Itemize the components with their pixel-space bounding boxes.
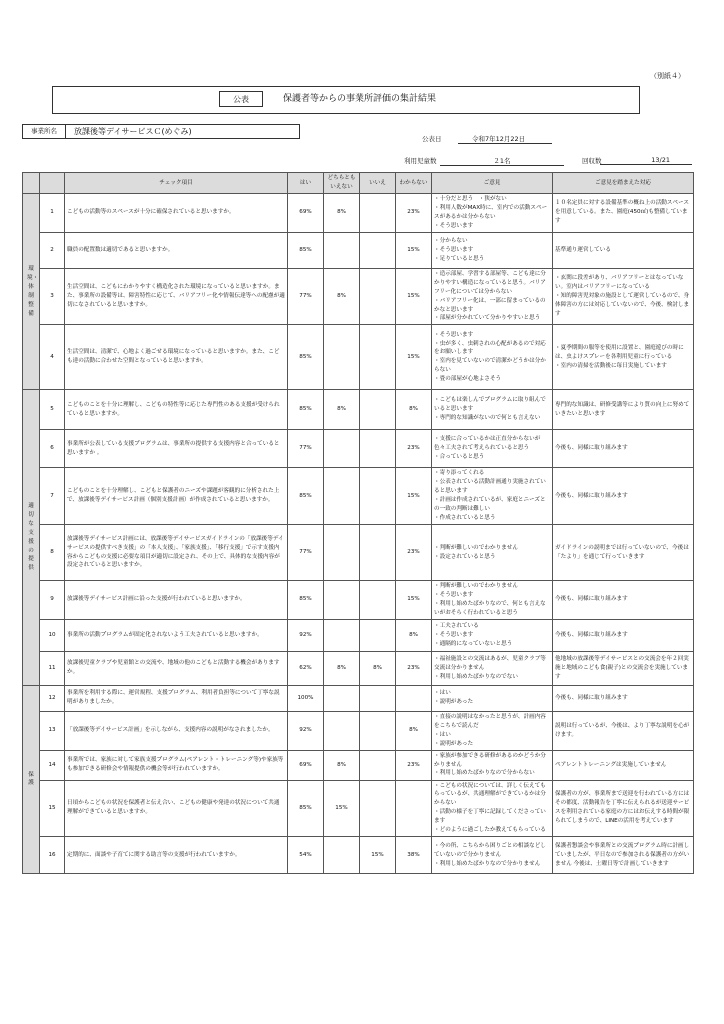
neither-percent: 8% (324, 194, 360, 233)
responses-count-label: 回収数 (582, 157, 602, 165)
no-percent (360, 232, 396, 268)
office-name-value: 放課後等デイサービスＣ(めぐみ) (66, 124, 300, 139)
users-count-label: 利用児童数 (404, 157, 437, 165)
question-text: こどもの活動等のスペースが十分に確保されていると思いますか。 (65, 194, 288, 233)
category-guardian-label: 保護 (28, 771, 34, 787)
opinion-text: ・造示部屋、学習する部屋等、こども達に分かりやすい構造になっていると思う。バリアフリー化については分からない ・バリアフリー化は、一部に留まっているのかなと思います ・部屋が分かれていて分かりやすいと思う (432, 268, 553, 325)
question-text: 事業所の活動プログラムが固定化されないよう工夫されていると思いますか。 (65, 619, 288, 651)
table-header-row (23, 173, 694, 194)
unknown-percent: 23% (396, 194, 432, 233)
question-text: 事業所が公表している支援プログラムは、事業所の提供する支援内容と合っていると思いますか 。 (65, 430, 288, 468)
question-text: 生活空間は、こどもにわかりやすく構造化された環境になっていると思いますか。また、事業所の設備等は、障害特性に応じて、バリアフリー化や情報伝達等への配慮が適切になされていると思いますか。 (65, 268, 288, 325)
neither-percent (324, 685, 360, 711)
question-text: 放課後児童クラブや児童館との交流や、地域の他のこどもと活動する機会がありますか。 (65, 651, 288, 685)
opinion-text: ・寄り添ってくれる ・公表されている活動計画通り実施されていると思います ・計画は作成されているが、家庭とニーズとの一致の判断は難しい ・作成されていると思う (432, 468, 553, 525)
question-text: 日頃からこどもの状況を保護者と伝え合い、こどもの健康や発達の状況について共通理解ができていると思いますか。 (65, 780, 288, 837)
question-text: 放課後等デイサービス計画に沿った支援が行われていると思いますか。 (65, 581, 288, 620)
row-number: 9 (40, 581, 65, 620)
unknown-percent: 23% (396, 525, 432, 581)
no-percent (360, 390, 396, 430)
opinion-text: ・十分だと思う ・狭がない ・利用人数がMAX時に、室内での活動スペースがあるかは分からない ・そう思います (432, 194, 553, 233)
header-yes: はい (288, 173, 324, 194)
neither-percent (324, 619, 360, 651)
no-percent (360, 325, 396, 390)
neither-percent (324, 711, 360, 750)
question-text: こどものことを十分に理解し、こどもの特性等に応じた専門性のある支援が受けられていると思いますか。 (65, 390, 288, 430)
yes-percent: 85% (288, 468, 324, 525)
no-percent: 8% (360, 651, 396, 685)
unknown-percent: 15% (396, 325, 432, 390)
response-text: 説明は行っているが、今後は、より丁寧な説明を心がけます。 (553, 711, 694, 750)
row-number: 4 (40, 325, 65, 390)
opinion-text: ・工夫されている ・そう思います ・通隔的になっていないと思う (432, 619, 553, 651)
header-unknown: わからない (396, 173, 432, 194)
response-text: 基準通り運営している (553, 232, 694, 268)
header-response: ご意見を踏まえた対応 (553, 173, 694, 194)
opinion-text: ・福祉施設との交流はあるが、児童クラブ等交流は分かりません ・利用し始めたばかりなのでない (432, 651, 553, 685)
table-row (23, 430, 694, 468)
response-text: 専門的な知識は、研修受講等により質の向上に努めていきたいと思います (553, 390, 694, 430)
yes-percent: 69% (288, 194, 324, 233)
unknown-percent: 15% (396, 268, 432, 325)
unknown-percent: 8% (396, 711, 432, 750)
no-percent (360, 581, 396, 620)
neither-percent (324, 581, 360, 620)
neither-percent: 8% (324, 390, 360, 430)
row-number: 10 (40, 619, 65, 651)
yes-percent: 54% (288, 837, 324, 874)
yes-percent: 100% (288, 685, 324, 711)
no-percent (360, 619, 396, 651)
users-count-value: ２1名 (440, 156, 564, 166)
response-text: 今後も、同様に取り組みます (553, 581, 694, 620)
response-text: 今後も、同様に取り組みます (553, 619, 694, 651)
response-text: 他地域の放課後等デイサービスとの交流会を年２回実施と地域のこども食(親子)との交流会を実施しています (553, 651, 694, 685)
yes-percent: 85% (288, 780, 324, 837)
question-text: 事業所を利用する際に、運営規程、支援プログラム、利用者負担等について丁寧な説明がありましたか。 (65, 685, 288, 711)
evaluation-table (22, 172, 694, 874)
unknown-percent: 38% (396, 837, 432, 874)
row-number: 14 (40, 750, 65, 780)
table-row (23, 581, 694, 620)
published-date-label: 公表日 (422, 135, 442, 143)
unknown-percent: 15% (396, 581, 432, 620)
yes-percent: 85% (288, 232, 324, 268)
question-text: こどものことを十分理解し、こどもと保護者のニーズや課題が客観的に分析された上で、放課後等デイサービス計画（個別支援計画）が作成されていると思いますか。 (65, 468, 288, 525)
neither-percent: 8% (324, 651, 360, 685)
unknown-percent: 15% (396, 232, 432, 268)
no-percent (360, 430, 396, 468)
no-percent (360, 750, 396, 780)
table-row (23, 837, 694, 874)
neither-percent: 8% (324, 268, 360, 325)
row-number: 3 (40, 268, 65, 325)
unknown-percent: 8% (396, 390, 432, 430)
opinion-text: ・今の所、こちらから困りごとの相談などしていないので分かりません ・利用し始めたばかりなので分かりません (432, 837, 553, 874)
table-row (23, 268, 694, 325)
published-date-value: 令和7年12月22日 (458, 134, 552, 144)
opinion-text: ・こどもの状況については、詳しく伝えてもらっているが、共通理解ができているかは分からない ・活動の様子を丁寧に記録してくださっています ・どのように過ごしたか教えてもらっている (432, 780, 553, 837)
row-number: 15 (40, 780, 65, 837)
yes-percent: 69% (288, 750, 324, 780)
yes-percent: 77% (288, 268, 324, 325)
neither-percent: 8% (324, 750, 360, 780)
neither-percent (324, 525, 360, 581)
no-percent (360, 194, 396, 233)
neither-percent: 15% (324, 780, 360, 837)
header-neither: どちらともいえない (324, 173, 360, 194)
row-number: 12 (40, 685, 65, 711)
question-text: 「放課後等デイサービス計画」を示しながら、支援内容の説明がなされましたか。 (65, 711, 288, 750)
unknown-percent (396, 780, 432, 837)
table-row (23, 651, 694, 685)
table-row (23, 468, 694, 525)
header-opinion: ご意見 (432, 173, 553, 194)
yes-percent: 77% (288, 430, 324, 468)
table-row (23, 780, 694, 837)
neither-percent (324, 232, 360, 268)
opinion-text: ・分からない ・そう思います ・足りていると思う (432, 232, 553, 268)
table-row (23, 525, 694, 581)
response-text: 保護者の方が、事業所まで送迎を行われている方にはその都度、活動報告を丁寧に伝えられるが送迎サービスを利用されている家庭の方にはお伝えする時間が限られてしまうので、LINEの活用を考えています (553, 780, 694, 837)
yes-percent: 77% (288, 525, 324, 581)
opinion-text: ・はい ・説明があった (432, 685, 553, 711)
no-percent (360, 468, 396, 525)
opinion-text: ・こどもは楽しんでプログラムに取り組んでいると思います ・専門的な知識がないので何とも言えない (432, 390, 553, 430)
response-text: ・玄関に段差があり、バリアフリーとはなっていない。室内はバリアフリーになっている ・知的障害児対象の施設として運営しているので、身体障害の方には対応していないので、今後、検討します (553, 268, 694, 325)
neither-percent (324, 430, 360, 468)
unknown-percent: 23% (396, 750, 432, 780)
opinion-text: ・直接の説明はなかったと思うが、計画内容をこちらで読んだ ・はい ・説明があった (432, 711, 553, 750)
row-number: 8 (40, 525, 65, 581)
table-row (23, 232, 694, 268)
no-percent (360, 780, 396, 837)
unknown-percent (396, 685, 432, 711)
title-box (52, 86, 640, 114)
responses-count-value: 13/21 (600, 156, 692, 165)
unknown-percent: 23% (396, 430, 432, 468)
table-row (23, 194, 694, 233)
response-text: ・夏季期間の服等を使用に設置と、園庭遊びの時には、虫よけスプレーを各利用児童に行っている ・室内の清掃を活動後に毎日実施しています (553, 325, 694, 390)
page-title: 保護者等からの事業所評価の集計結果 (283, 94, 437, 104)
no-percent (360, 525, 396, 581)
row-number: 13 (40, 711, 65, 750)
unknown-percent: 15% (396, 468, 432, 525)
no-percent (360, 711, 396, 750)
opinion-text: ・判断が難しいのでわかりません ・そう思います ・利用し始めたばかりなので、何とも言えないがおそらく行われていると思う (432, 581, 553, 620)
no-percent (360, 685, 396, 711)
table-row (23, 750, 694, 780)
row-number: 1 (40, 194, 65, 233)
category-guardian (23, 685, 40, 873)
table-row (23, 685, 694, 711)
category-support (23, 390, 40, 685)
table-body (23, 194, 694, 874)
question-text: 放課後等デイサービス計画には、放課後等デイサービスガイドラインの「放課後等デイサービスの提供すべき支援」の「本人支援」、「家族支援」、「移行支援」で示す支援内容からこどもの支援に必要な項目が適切に設定され、その上で、具体的な支援内容が設定されていると思いますか。 (65, 525, 288, 581)
no-percent: 15% (360, 837, 396, 874)
no-percent (360, 268, 396, 325)
response-text: 今後も、同様に取り組みます (553, 468, 694, 525)
response-text: 今後も、同様に取り組みます (553, 685, 694, 711)
opinion-text: ・家族が参加できる研修があるのかどうか分かりません ・利用し始めたばかりなので分からない (432, 750, 553, 780)
header-number (40, 173, 65, 194)
response-text: 保護者懇談会や事業所との交流プログラム時に計画していましたが、平日なので参加される保護者の方がいません 今後は、土曜日等で計画していきます (553, 837, 694, 874)
yes-percent: 92% (288, 711, 324, 750)
response-text: ペアレントトレーニングは実施していません (553, 750, 694, 780)
yes-percent: 85% (288, 325, 324, 390)
table-row (23, 711, 694, 750)
category-environment-label: 環境・体制整備 (27, 265, 39, 317)
office-name-label: 事業所名 (22, 124, 66, 139)
category-support-label: 適切な支援の提供 (28, 502, 34, 572)
question-text: 事業所では、家族に対して家族支援プログラム(ペアレント・トレーニング等)や家族等も参加できる研修会や情報提供の機会等が行われていますか。 (65, 750, 288, 780)
public-badge: 公表 (219, 91, 263, 107)
header-check-item: チェック項目 (65, 173, 288, 194)
header-no: いいえ (360, 173, 396, 194)
neither-percent (324, 468, 360, 525)
yes-percent: 62% (288, 651, 324, 685)
row-number: 6 (40, 430, 65, 468)
category-environment (23, 194, 40, 390)
table-row (23, 619, 694, 651)
opinion-text: ・支援に合っているかは正直分からないが色々工夫されて考えられていると思う ・合っていると思う (432, 430, 553, 468)
question-text: 生活空間は、清潔で、心地よく過ごせる環境になっていると思いますか。また、こども達の活動に合わせた空間となっていると思いますか。 (65, 325, 288, 390)
row-number: 5 (40, 390, 65, 430)
question-text: 定期的に、面談や子育てに関する助言等の支援が行われていますか。 (65, 837, 288, 874)
document-number-label: （別紙４） (650, 72, 685, 80)
opinion-text: ・判断が難しいのでわかりません ・設定されていると思う (432, 525, 553, 581)
row-number: 11 (40, 651, 65, 685)
response-text: ガイドラインの説明までは行っていないので、今後は「たより」を通じて行っていきます (553, 525, 694, 581)
yes-percent: 92% (288, 619, 324, 651)
table-row (23, 390, 694, 430)
response-text: 今後も、同様に取り組みます (553, 430, 694, 468)
row-number: 16 (40, 837, 65, 874)
unknown-percent: 23% (396, 651, 432, 685)
question-text: 職員の配置数は適切であると思いますか。 (65, 232, 288, 268)
response-text: １０名定員に対する設備基準の概ね上の活動スペースを用意している。また、園庭(450㎡)も整備しています (553, 194, 694, 233)
yes-percent: 85% (288, 581, 324, 620)
header-category (23, 173, 40, 194)
table-row (23, 325, 694, 390)
neither-percent (324, 837, 360, 874)
unknown-percent: 8% (396, 619, 432, 651)
neither-percent (324, 325, 360, 390)
yes-percent: 85% (288, 390, 324, 430)
row-number: 7 (40, 468, 65, 525)
opinion-text: ・そう思います ・虫が多く、虫刺されの心配があるので対応をお願いします ・室内を見ていないので清潔かどうかは分からない ・畳の部屋が心地よさそう (432, 325, 553, 390)
row-number: 2 (40, 232, 65, 268)
